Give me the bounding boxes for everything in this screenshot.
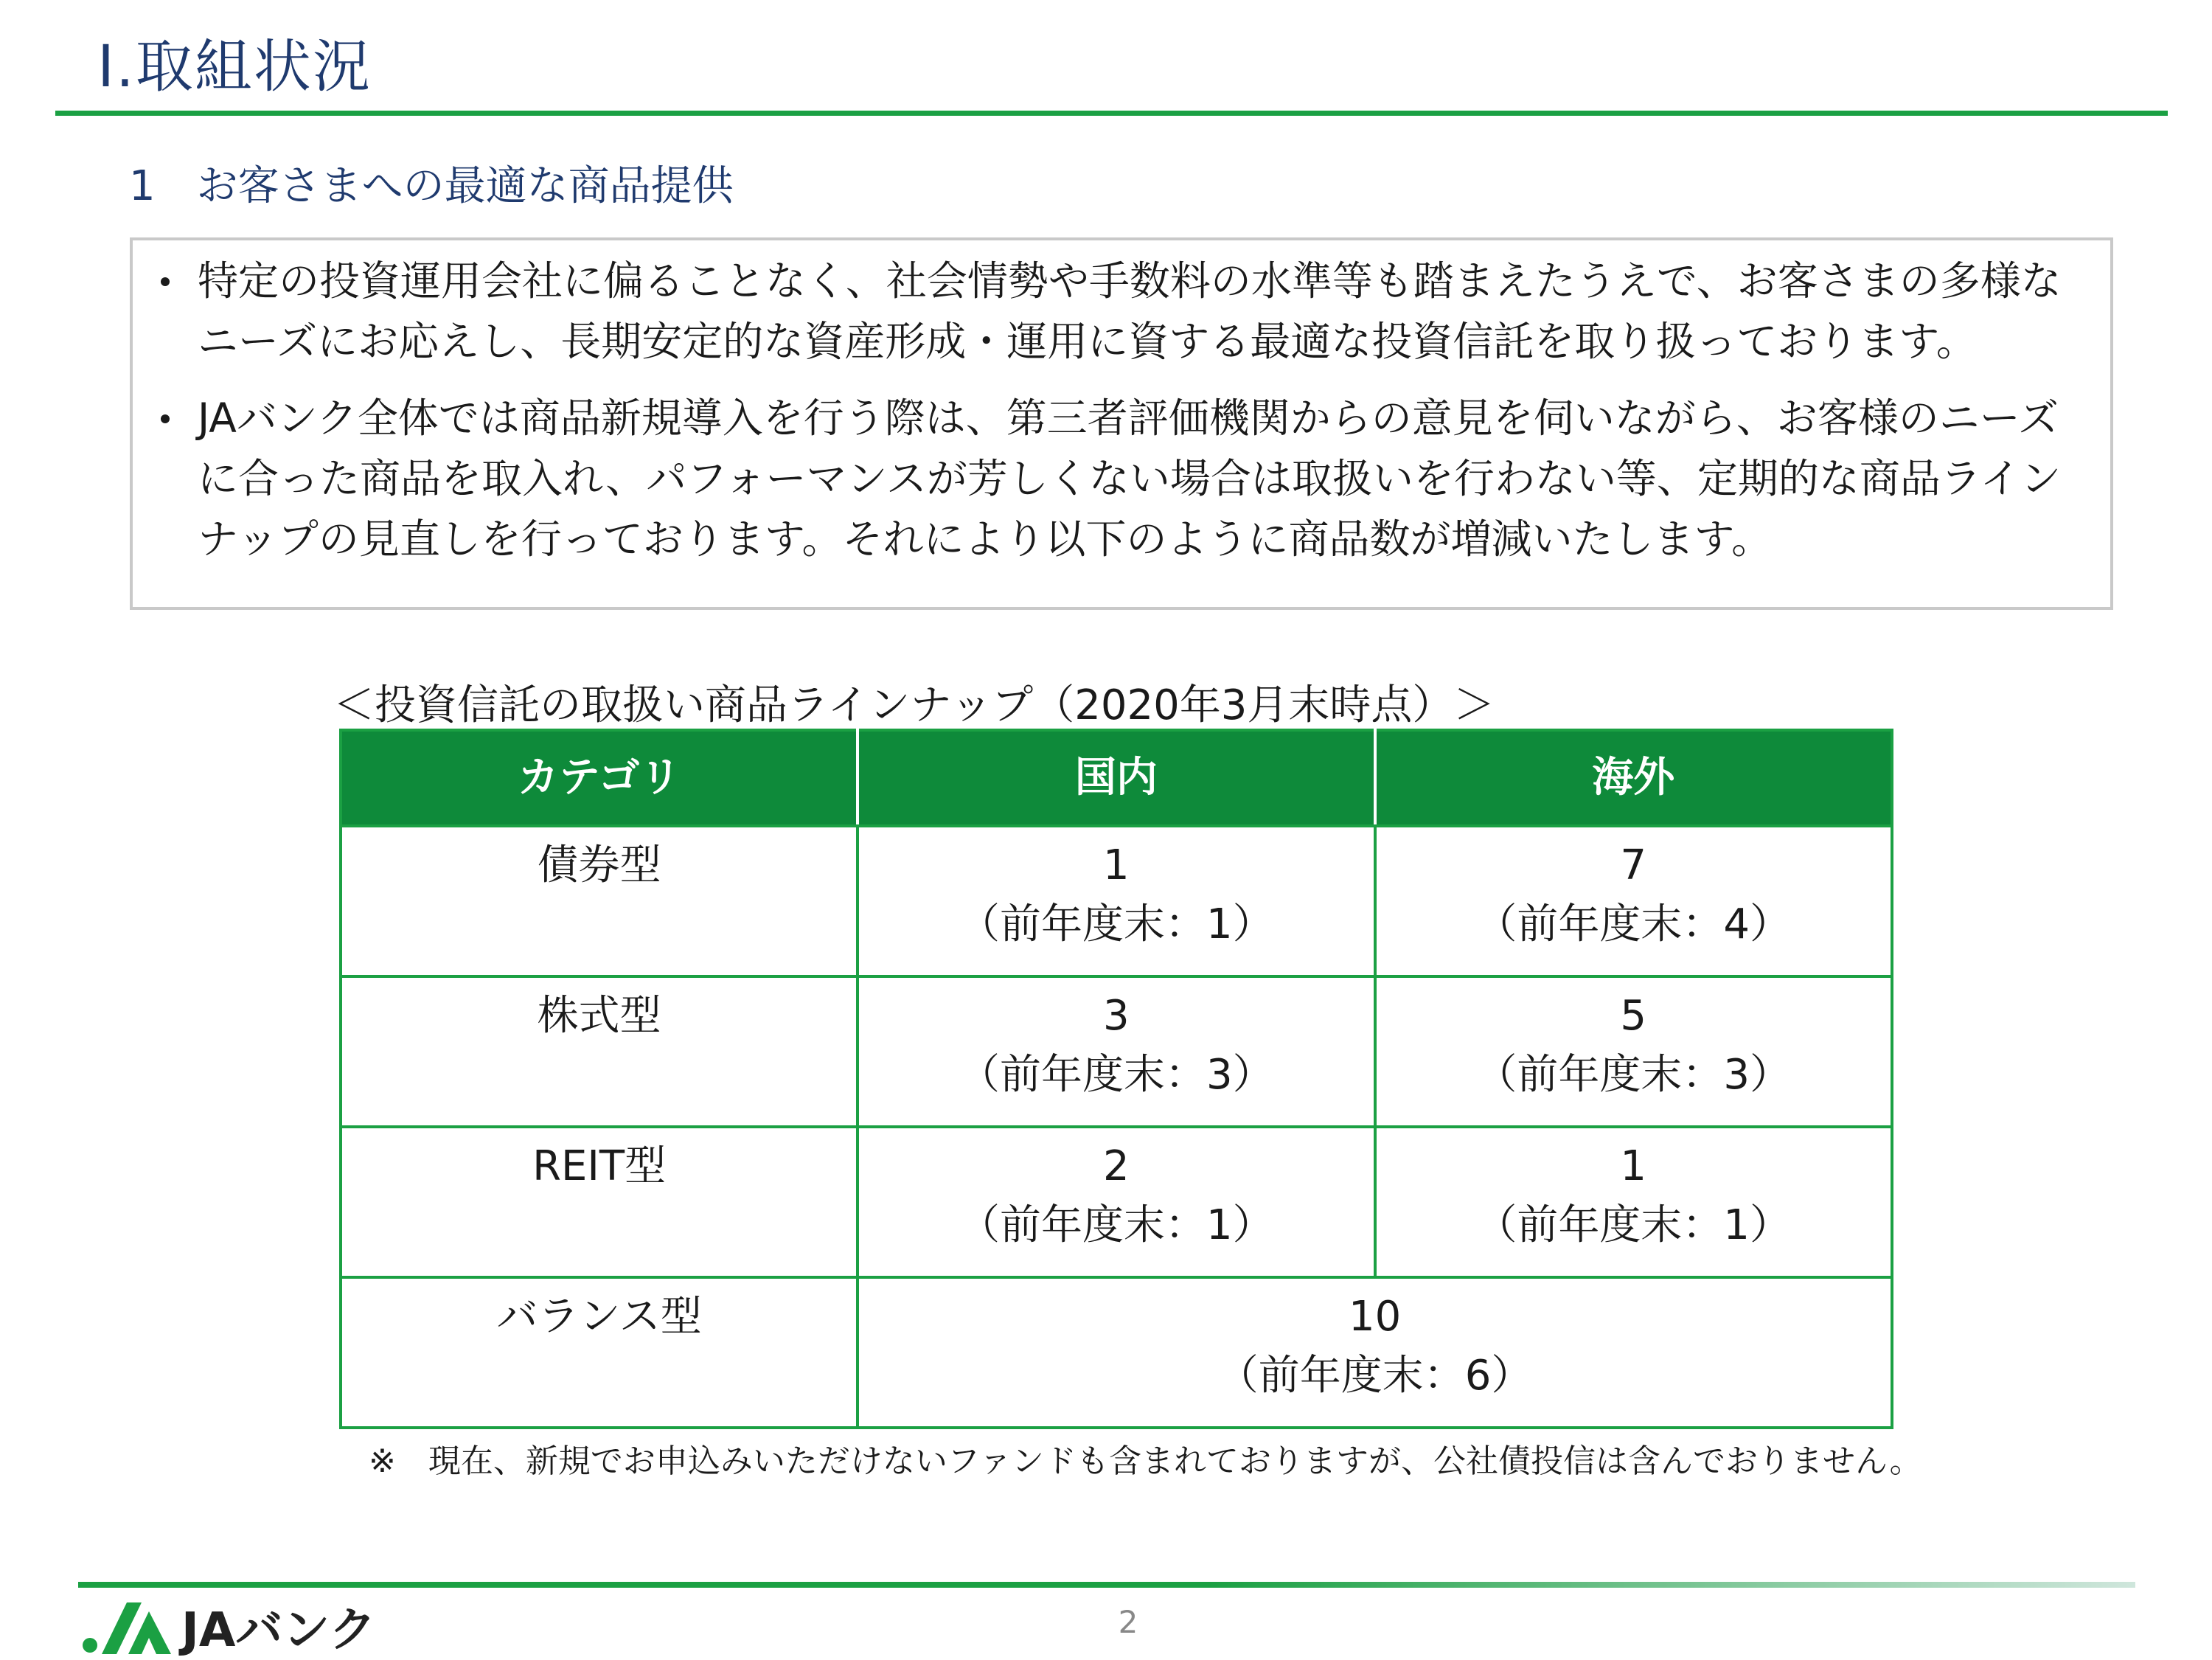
count-value: 3 bbox=[1103, 992, 1130, 1040]
table-header-row bbox=[341, 730, 1892, 826]
intro-box bbox=[130, 237, 2113, 610]
bullet-dot-icon bbox=[161, 277, 170, 286]
overseas-cell bbox=[1375, 976, 1893, 1127]
brand-name: JAバンク bbox=[181, 1603, 377, 1658]
column-header-domestic: 国内 bbox=[858, 730, 1374, 826]
count-value: 1 bbox=[1103, 841, 1130, 889]
domestic-cell bbox=[858, 976, 1374, 1127]
count-value: 1 bbox=[1620, 1142, 1647, 1190]
ja-logo-icon bbox=[81, 1597, 177, 1656]
table-row bbox=[341, 1277, 1892, 1428]
previous-year-value: （前年度末：1） bbox=[959, 900, 1274, 948]
category-cell: バランス型 bbox=[341, 1277, 858, 1428]
previous-year-value: （前年度末：4） bbox=[1475, 900, 1792, 948]
previous-year-value: （前年度末：3） bbox=[959, 1051, 1274, 1099]
count-value: 7 bbox=[1620, 841, 1647, 889]
bullet-item bbox=[155, 251, 2088, 372]
count-value: 2 bbox=[1103, 1142, 1130, 1190]
table-row bbox=[341, 826, 1892, 976]
column-header-overseas: 海外 bbox=[1375, 730, 1893, 826]
category-cell: 債券型 bbox=[341, 826, 858, 976]
previous-year-value: （前年度末：3） bbox=[1475, 1051, 1792, 1099]
previous-year-value: （前年度末：1） bbox=[959, 1201, 1274, 1249]
footnote: ※ 現在、新規でお申込みいただけないファンドも含まれておりますが、公社債投信は含んでおりません。 bbox=[369, 1442, 1922, 1480]
domestic-cell bbox=[858, 826, 1374, 976]
overseas-cell bbox=[1375, 1127, 1893, 1277]
previous-year-value: （前年度末：1） bbox=[1475, 1201, 1792, 1249]
category-cell: 株式型 bbox=[341, 976, 858, 1127]
section-heading: 1 お客さまへの最適な商品提供 bbox=[129, 162, 734, 210]
product-lineup-table bbox=[339, 729, 1893, 1429]
combined-cell bbox=[858, 1277, 1892, 1428]
bullet-dot-icon bbox=[161, 414, 170, 423]
overseas-cell bbox=[1375, 826, 1893, 976]
column-header-category: カテゴリ bbox=[341, 730, 858, 826]
bullet-text: 特定の投資運用会社に偏ることなく、社会情勢や手数料の水準等も踏まえたうえで、お客さまの多様なニーズにお応えし、長期安定的な資産形成・運用に資する最適な投資信託を取り扱っております。 bbox=[198, 257, 2062, 365]
brand-logo bbox=[81, 1597, 376, 1656]
page-title: Ⅰ.取組状況 bbox=[97, 34, 372, 100]
table-row bbox=[341, 976, 1892, 1127]
count-value: 10 bbox=[1348, 1293, 1402, 1341]
footer-divider bbox=[78, 1582, 2135, 1588]
previous-year-value: （前年度末：6） bbox=[1217, 1352, 1533, 1400]
title-divider bbox=[55, 111, 2168, 116]
bullet-text: JAバンク全体では商品新規導入を行う際は、第三者評価機関からの意見を伺いながら、お客様のニーズに合った商品を取入れ、パフォーマンスが芳しくない場合は取扱いを行わない等、定期的な商品ラインナップの見直しを行っております。それにより以下のように商品数が増減いたします。 bbox=[198, 395, 2062, 563]
bullet-item bbox=[155, 388, 2088, 569]
page-number: 2 bbox=[1118, 1604, 1138, 1640]
category-cell: REIT型 bbox=[341, 1127, 858, 1277]
count-value: 5 bbox=[1620, 992, 1647, 1040]
domestic-cell bbox=[858, 1127, 1374, 1277]
table-caption: ＜投資信託の取扱い商品ラインナップ（2020年3月末時点）＞ bbox=[333, 681, 1495, 729]
table-row bbox=[341, 1127, 1892, 1277]
